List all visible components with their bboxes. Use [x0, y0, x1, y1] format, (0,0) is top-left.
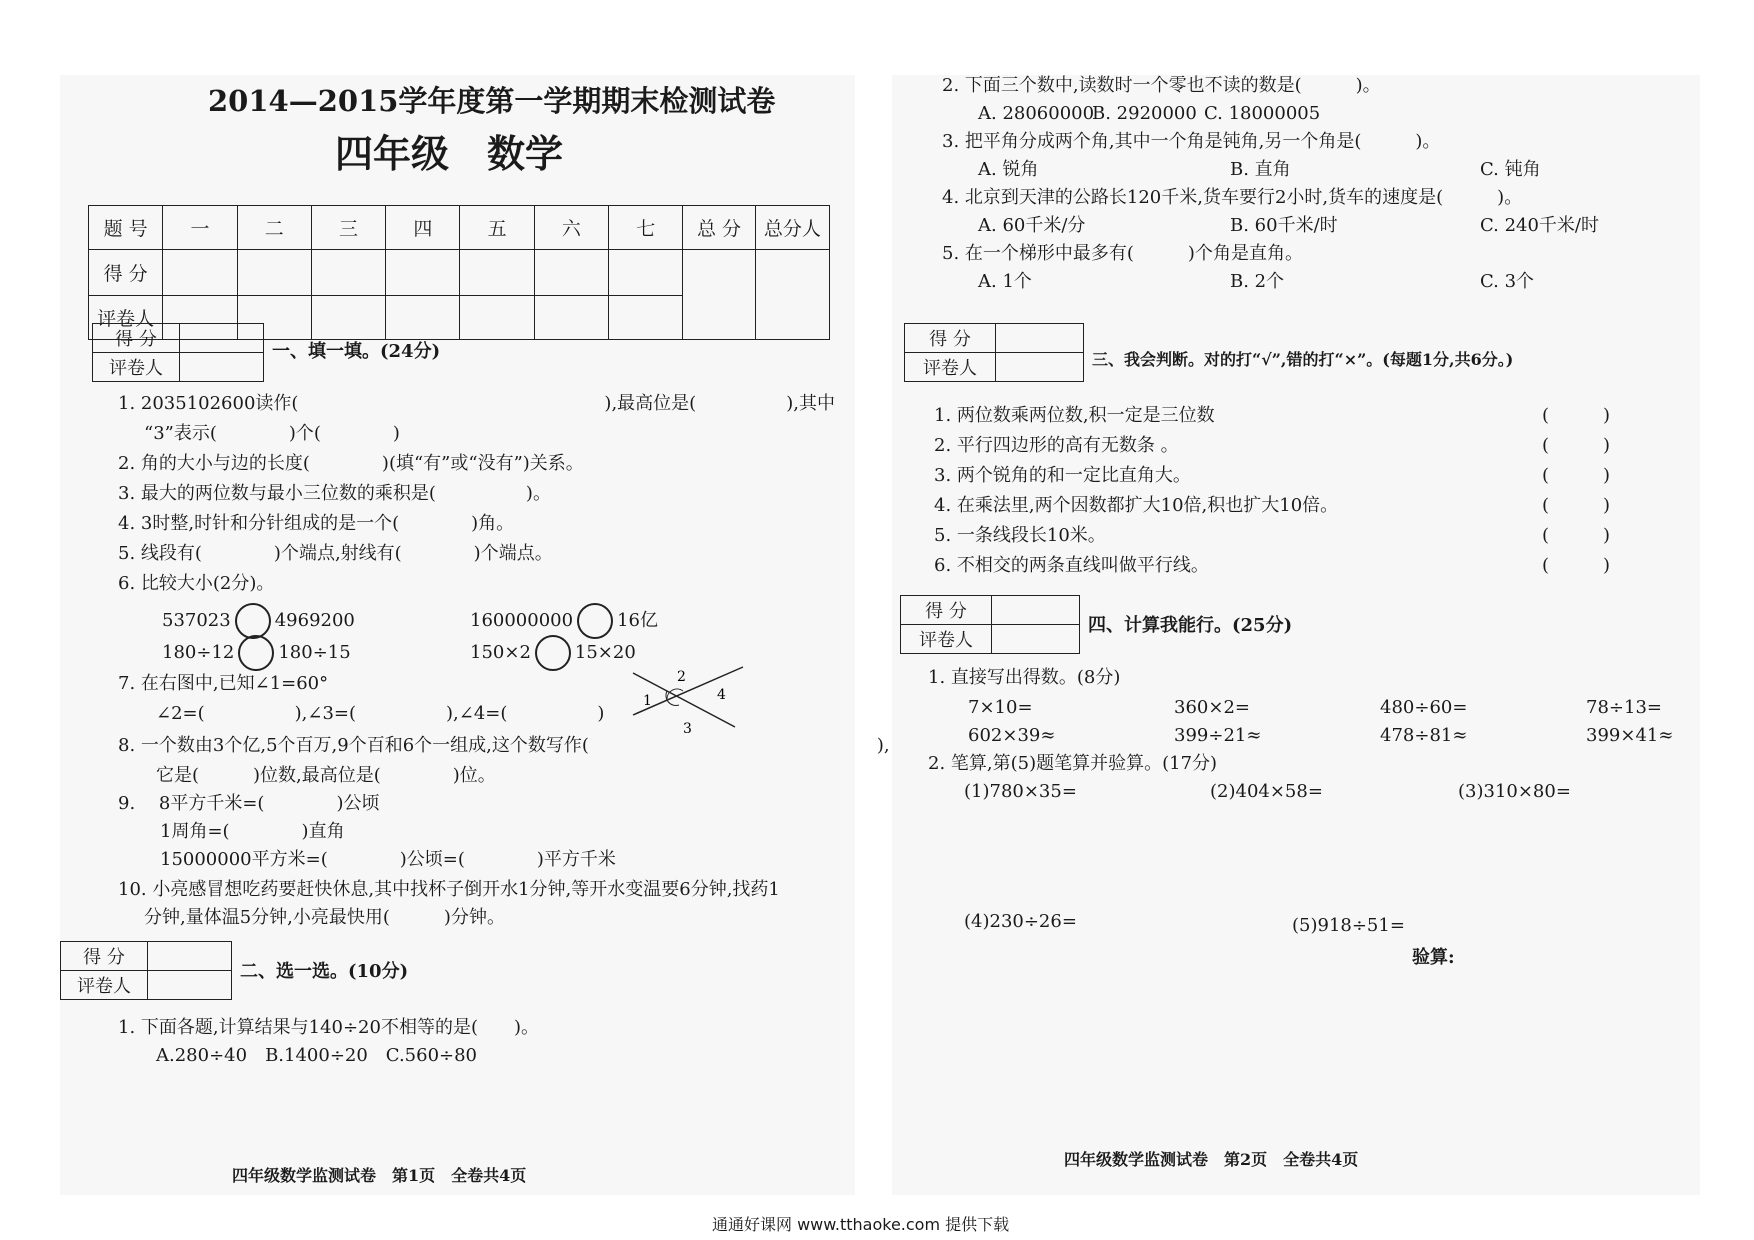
judge-item-5: 5. 一条线段长10米。: [934, 525, 1106, 546]
choice-q2-opt: C. 18000005: [1204, 103, 1321, 124]
choice-q3-opt: A. 锐角: [978, 159, 1039, 180]
q10-line1: 10. 小亮感冒想吃药要赶快休息,其中找杯子倒开水1分钟,等开水变温要6分钟,找药1: [118, 879, 780, 900]
angle-label-1: 1: [643, 693, 652, 709]
q1-line2: “3”表示( )个( ): [144, 423, 400, 444]
oral-calc: 480÷60=: [1380, 697, 1468, 718]
choice-q2: 2. 下面三个数中,读数时一个零也不读的数是( )。: [942, 75, 1381, 96]
page2-footer: 四年级数学监测试卷 第2页 全卷共4页: [1064, 1150, 1359, 1169]
compare-circle[interactable]: [238, 635, 274, 671]
written-calc: (3)310×80=: [1458, 781, 1571, 802]
row-label: 评卷人: [89, 296, 163, 340]
page1-footer: 四年级数学监测试卷 第1页 全卷共4页: [232, 1166, 527, 1185]
q9-line1: 9. 8平方千米=( )公顷: [118, 793, 380, 814]
choice-q5-opt: C. 3个: [1480, 271, 1535, 292]
choice-q1-options: A.280÷40 B.1400÷20 C.560÷80: [156, 1045, 478, 1066]
q2-line: 2. 角的大小与边的长度( )(填“有”或“没有”)关系。: [118, 453, 584, 474]
angle-label-3: 3: [683, 721, 692, 735]
written-calc: (4)230÷26=: [964, 911, 1077, 932]
choice-q4-opt: C. 240千米/时: [1480, 215, 1599, 236]
q9-line3: 15000000平方米=( )公顷=( )平方千米: [160, 849, 616, 870]
oral-calc: 478÷81≈: [1380, 725, 1468, 746]
choice-q4-opt: A. 60千米/分: [978, 215, 1086, 236]
q5-line: 5. 线段有( )个端点,射线有( )个端点。: [118, 543, 553, 564]
section3-heading: 三、我会判断。对的打“√”,错的打“×”。(每题1分,共6分。): [1092, 350, 1514, 369]
header-cell: 七: [609, 206, 683, 250]
angle-label-4: 4: [717, 687, 726, 703]
judge-answer-2[interactable]: ( ): [1542, 435, 1611, 456]
score-summary-table: [88, 205, 830, 340]
header-cell: 题 号: [89, 206, 163, 250]
oral-calc: 399×41≈: [1586, 725, 1674, 746]
judge-answer-1[interactable]: ( ): [1542, 405, 1611, 426]
compare-circle[interactable]: [235, 603, 271, 639]
oral-calc-title: 1. 直接写出得数。(8分): [928, 667, 1121, 688]
q3-line: 3. 最大的两位数与最小三位数的乘积是( )。: [118, 483, 551, 504]
oral-calc: 360×2=: [1174, 697, 1250, 718]
exam-title: 2014—2015学年度第一学期期末检测试卷: [208, 84, 776, 118]
section2-heading: 二、选一选。(10分): [240, 961, 409, 982]
judge-answer-6[interactable]: ( ): [1542, 555, 1611, 576]
angle-label-2: 2: [677, 669, 686, 685]
download-credit: 通通好课网 www.tthaoke.com 提供下载: [712, 1215, 1010, 1234]
judge-item-2: 2. 平行四边形的高有无数条 。: [934, 435, 1179, 456]
judge-answer-3[interactable]: ( ): [1542, 465, 1611, 486]
check-label: 验算:: [1412, 947, 1455, 968]
judge-item-4: 4. 在乘法里,两个因数都扩大10倍,积也扩大10倍。: [934, 495, 1339, 516]
oral-calc: 399÷21≈: [1174, 725, 1262, 746]
section4-score-box: 得 分 评卷人: [900, 595, 1080, 654]
q4-line: 4. 3时整,时针和分针组成的是一个( )角。: [118, 513, 515, 534]
header-cell: 总 分: [683, 206, 755, 250]
compare-row: 160000000 16亿: [470, 603, 658, 639]
section1-score-box: 得 分 评卷人: [92, 323, 264, 382]
choice-q2-opt: B. 2920000: [1092, 103, 1197, 124]
written-calc: (2)404×58=: [1210, 781, 1323, 802]
header-cell: 三: [311, 206, 385, 250]
header-cell: 五: [460, 206, 534, 250]
oral-calc: 7×10=: [968, 697, 1033, 718]
header-cell: 总分人: [755, 206, 829, 250]
header-cell: 一: [163, 206, 237, 250]
choice-q5-opt: A. 1个: [978, 271, 1032, 292]
written-calc: (1)780×35=: [964, 781, 1077, 802]
q6-line: 6. 比较大小(2分)。: [118, 573, 275, 594]
choice-q1: 1. 下面各题,计算结果与140÷20不相等的是( )。: [118, 1017, 540, 1038]
choice-q5: 5. 在一个梯形中最多有( )个角是直角。: [942, 243, 1303, 264]
header-cell: 四: [386, 206, 460, 250]
oral-calc: 78÷13=: [1586, 697, 1662, 718]
judge-item-6: 6. 不相交的两条直线叫做平行线。: [934, 555, 1209, 576]
header-cell: 二: [237, 206, 311, 250]
choice-q3-opt: B. 直角: [1230, 159, 1291, 180]
choice-q4: 4. 北京到天津的公路长120千米,货车要行2小时,货车的速度是( )。: [942, 187, 1523, 208]
section3-score-box: 得 分 评卷人: [904, 323, 1084, 382]
choice-q2-opt: A. 28060000: [978, 103, 1095, 124]
choice-q4-opt: B. 60千米/时: [1230, 215, 1338, 236]
judge-answer-4[interactable]: ( ): [1542, 495, 1611, 516]
judge-answer-5[interactable]: ( ): [1542, 525, 1611, 546]
exam-page-1: [60, 75, 890, 1195]
compare-row: 180÷12 180÷15: [162, 635, 351, 671]
choice-q3-opt: C. 钝角: [1480, 159, 1541, 180]
compare-circle[interactable]: [577, 603, 613, 639]
q7-line: 7. 在右图中,已知∠1=60°: [118, 673, 329, 694]
written-calc: (5)918÷51=: [1292, 915, 1405, 936]
section4-heading: 四、计算我能行。(25分): [1088, 615, 1293, 636]
row-label: 得 分: [89, 250, 163, 296]
judge-item-3: 3. 两个锐角的和一定比直角大。: [934, 465, 1191, 486]
section2-score-box: 得 分 评卷人: [60, 941, 232, 1000]
oral-calc: 602×39≈: [968, 725, 1056, 746]
exam-subtitle: 四年级 数学: [335, 131, 564, 176]
q1-line: 1. 2035102600读作( ),最高位是( ),其中: [118, 393, 835, 414]
written-calc-title: 2. 笔算,第(5)题笔算并验算。(17分): [928, 753, 1218, 774]
exam-page-2: [892, 75, 1700, 1195]
q10-line2: 分钟,量体温5分钟,小亮最快用( )分钟。: [144, 907, 505, 928]
choice-q3: 3. 把平角分成两个角,其中一个角是钝角,另一个角是( )。: [942, 131, 1441, 152]
compare-row: 150×2 15×20: [470, 635, 636, 671]
compare-circle[interactable]: [535, 635, 571, 671]
q7-line2: ∠2=( ),∠3=( ),∠4=( ): [156, 703, 605, 724]
q8-line2: 它是( )位数,最高位是( )位。: [156, 765, 496, 786]
q9-line2: 1周角=( )直角: [160, 821, 345, 842]
q8-line: 8. 一个数由3个亿,5个百万,9个百和6个一组成,这个数写作( ),: [118, 735, 890, 756]
section1-heading: 一、填一填。(24分): [272, 341, 441, 362]
compare-row: 537023 4969200: [162, 603, 355, 639]
choice-q5-opt: B. 2个: [1230, 271, 1285, 292]
judge-item-1: 1. 两位数乘两位数,积一定是三位数: [934, 405, 1215, 426]
angle-diagram: [625, 665, 755, 735]
header-cell: 六: [534, 206, 608, 250]
